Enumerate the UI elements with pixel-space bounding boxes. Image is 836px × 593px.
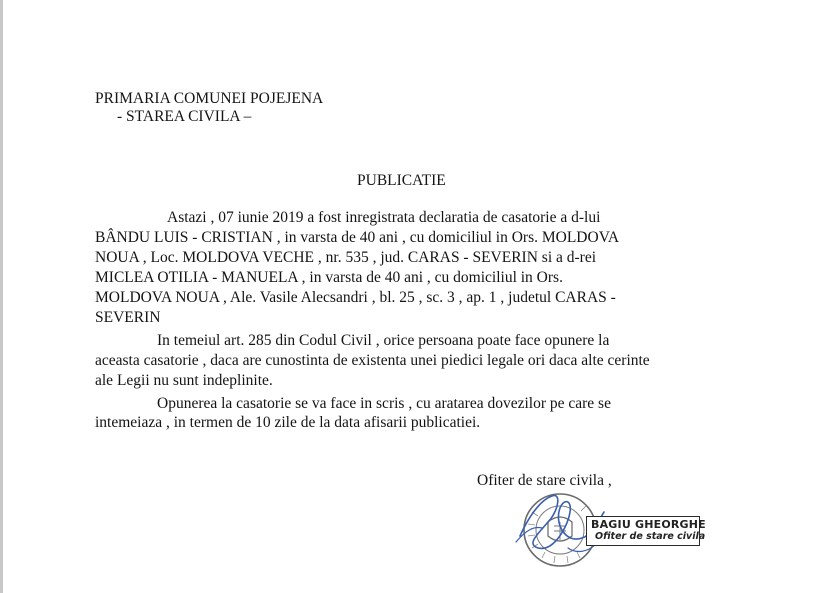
signature-role-label: Ofiter de stare civila , (477, 472, 612, 489)
stamp-name: BAGIU GHEORGHE (591, 518, 706, 531)
paragraph-line: Astazi , 07 iunie 2019 a fost inregistrata declaratia de casatorie a d-lui (167, 209, 601, 226)
paragraph-line: BÂNDU LUIS - CRISTIAN , in varsta de 40 ani , cu domiciliul in Ors. MOLDOVA (95, 229, 620, 246)
paragraph-line: MOLDOVA NOUA , Ale. Vasile Alecsandri , bl. 25 , sc. 3 , ap. 1 , judetul CARAS - (95, 289, 616, 306)
scan-edge (0, 0, 3, 593)
paragraph-line: intemeiaza , in termen de 10 zile de la data afisarii publicatiei. (95, 414, 481, 431)
paragraph-line: ale Legii nu sunt indeplinite. (95, 372, 273, 389)
paragraph-line: MICLEA OTILIA - MANUELA , in varsta de 40 ani , cu domiciliul in Ors. (95, 269, 563, 286)
paragraph-line: SEVERIN (95, 309, 161, 326)
stamp-title: Ofiter de stare civila (595, 531, 706, 542)
name-stamp (586, 516, 706, 546)
institution-name: PRIMARIA COMUNEI POJEJENA (95, 90, 324, 107)
document-title: PUBLICATIE (357, 172, 446, 189)
signature-stamp-area (508, 478, 708, 588)
paragraph-line: aceasta casatorie , daca are cunostinta de existenta unei piedici legale ori daca alte cerinte (95, 352, 650, 369)
department-name: - STAREA CIVILA – (117, 108, 252, 125)
paragraph-line: NOUA , Loc. MOLDOVA VECHE , nr. 535 , jud. CARAS - SEVERIN si a d-rei (95, 249, 597, 266)
paragraph-line: In temeiul art. 285 din Codul Civil , orice persoana poate face opunere la (157, 332, 610, 349)
paragraph-line: Opunerea la casatorie se va face in scris , cu aratarea dovezilor pe care se (157, 395, 611, 412)
